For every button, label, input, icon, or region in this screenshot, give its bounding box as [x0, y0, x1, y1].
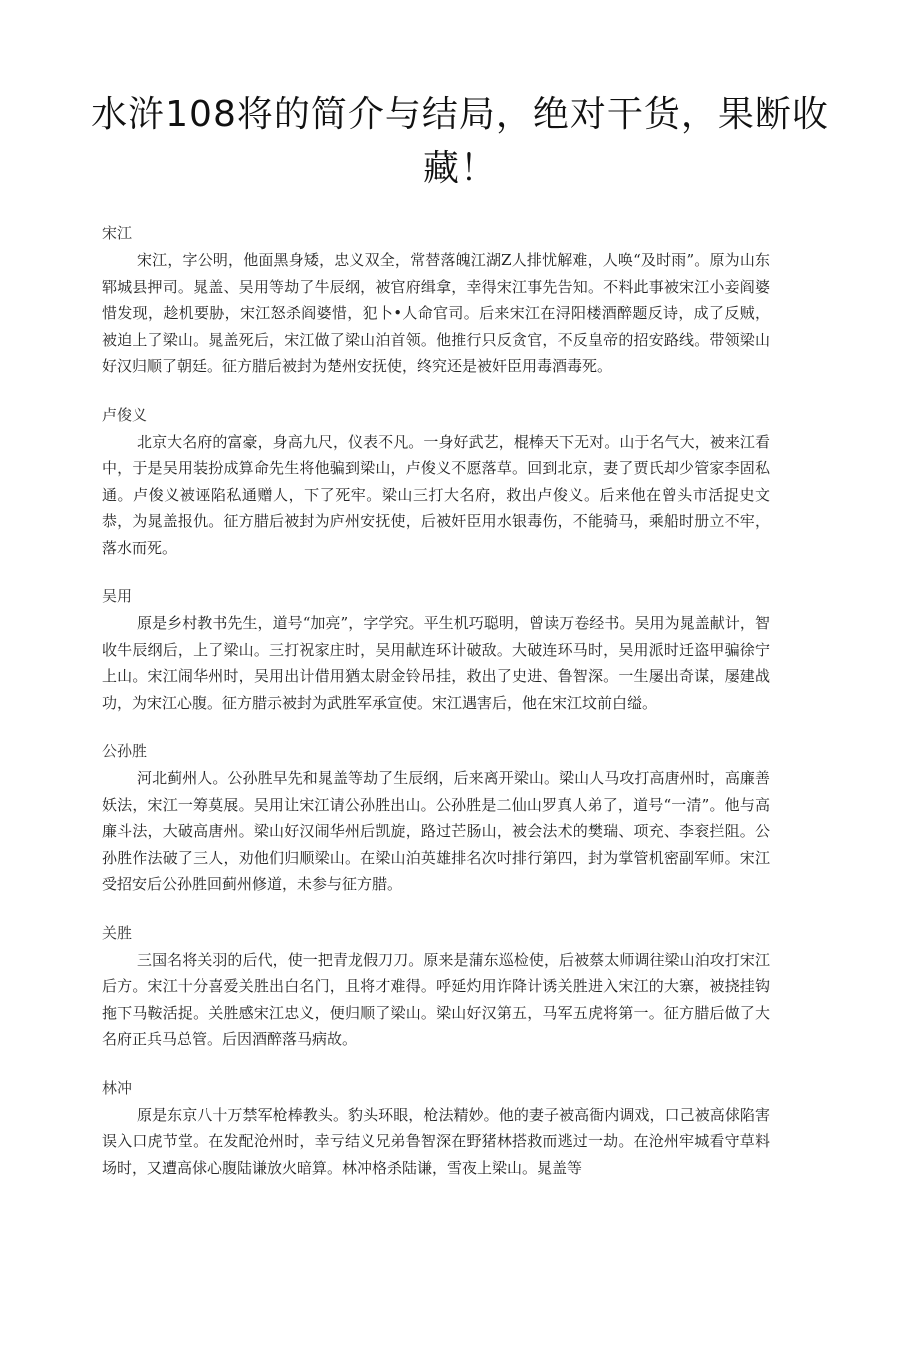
document-title: 水浒108将的简介与结局，绝对干货，果断收藏！: [91, 94, 829, 189]
section-paragraph: 北京大名府的富豪，身高九尺，仪表不凡。一身好武艺，棍棒天下无对。山于名气大，被来江看中，于是吴用装扮成算命先生将他骗到梁山，卢俊义不愿落草。回到北京，妻了贾氏却少管家李固私通。卢俊义被诬陷私通赠人，下了死牢。梁山三打大名府，救出卢俊义。后来他在曾头市活捉史文恭，为晁盖报仇。征方腊后被封为庐州安抚使，后被奸臣用水银毒伤，不能骑马，乘船时册立不牢，落水而死。: [102, 432, 770, 557]
section-wu-yong: [102, 583, 770, 716]
section-paragraph: 三国名将关羽的后代，使一把青龙假刀刀。原来是蒲东巡检使，后被蔡太师调往梁山泊攻打宋江后方。宋江十分喜爱关胜出白名门，且将才难得。呼延灼用诈降计诱关胜进入宋江的大寨，被挠挂钩拖下马鞍活捉。关胜感宋江忠义，便归顺了梁山。梁山好汉第五，马军五虎将第一。征方腊后做了大名府正兵马总管。后因酒醉落马病故。: [102, 950, 770, 1048]
section-paragraph: 原是乡村教书先生，道号“加亮”，字学究。平生机巧聪明，曾读万卷经书。吴用为晁盖献计，智收牛辰纲后，上了梁山。三打祝家庄时，吴用献连环计破敌。大破连环马时，吴用派时迁盗甲骗徐宁上山。宋江闹华州时，吴用出计借用猶太尉金铃吊挂，救出了史进、鲁智深。一生屡出奇谋，屡建战功，为宋江心腹。征方腊示被封为武胜军承宣使。宋江遇害后，他在宋江坟前白缢。: [102, 614, 770, 712]
section-heading: 林冲: [102, 1078, 133, 1097]
section-paragraph: 宋江，字公明，他面黑身矮，忠义双全，常替落魄江湖Z人排忧解难，人唤“及时雨”。原为山东郓城县押司。晁盖、吴用等劫了牛辰纲，被官府缉拿，幸得宋江事先告知。不料此事被宋江小妾阎婆惜发现，趁机要胁，宋江怒杀阎婆惜，犯卜•人命官司。后来宋江在浔阳楼酒醉题反诗，成了反贼，被迫上了梁山。晁盖死后，宋江做了梁山泊首领。他推行只反贪官，不反皇帝的招安路线。带领梁山好汉归顺了朝廷。征方腊后被封为楚州安抚使，终究还是被奸臣用毒酒毒死。: [102, 251, 770, 375]
section-lu-junyi: [102, 402, 770, 562]
document-body: [102, 220, 770, 1203]
section-heading: 宋江: [102, 224, 133, 242]
section-lin-chong: [102, 1075, 770, 1182]
section-paragraph: 河北蓟州人。公孙胜早先和晁盖等劫了生辰纲，后来离开梁山。梁山人马攻打高唐州时，高廉善妖法，宋江一筹莫展。吴用让宋江请公孙胜出山。公孙胜是二仙山罗真人弟了，道号“一清”。他与高廉斗法，大破高唐州。梁山好汉闹华州后凯旋，路过芒肠山，被会法术的樊瑞、项充、李衮拦阻。公孙胜作法破了三人，劝他们归顺梁山。在梁山泊英雄排名次吋排行第四，封为掌管机密副军师。宋江受招安后公孙胜回蓟州修道，未参与征方腊。: [102, 769, 770, 893]
section-paragraph: 原是东京八十万禁军枪棒教头。豹头环眼，枪法精妙。他的妻子被高衙内调戏，口己被高俅陷害误入口虎节堂。在发配沧州时，幸亏结义兄弟鲁智深在野猪林搭救而逃过一劫。在沧州牢城看守草料场时，又遭高俅心腹陆谦放火暗算。林冲格杀陆谦，雪夜上梁山。晁盖等: [102, 1105, 770, 1177]
section-heading: 关胜: [102, 923, 133, 942]
section-gongsun-sheng: [102, 738, 770, 898]
section-heading: 卢俊义: [102, 405, 148, 424]
section-heading: 公孙胜: [102, 742, 148, 760]
section-heading: 吴用: [102, 587, 133, 605]
section-song-jiang: [102, 220, 770, 380]
section-guan-sheng: [102, 920, 770, 1053]
